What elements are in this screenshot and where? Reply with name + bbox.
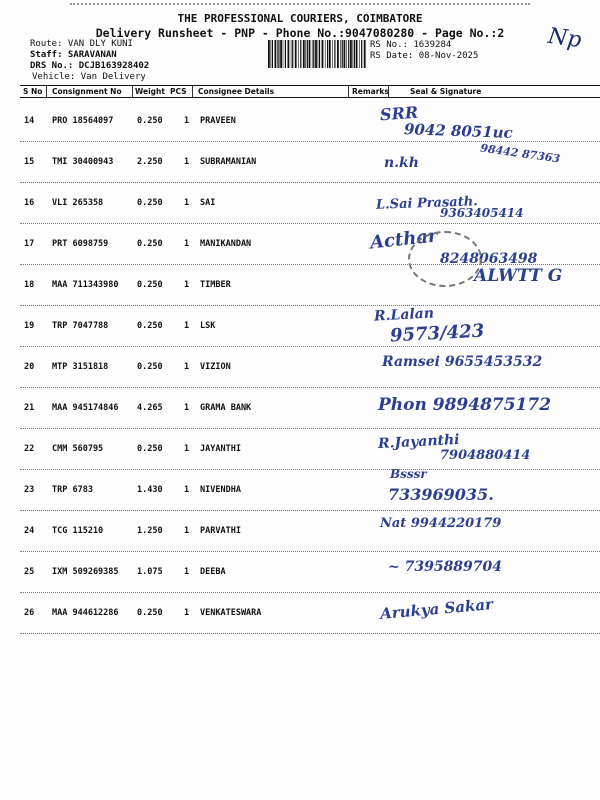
col-consignment: Consignment No — [52, 87, 122, 96]
row-weight: 0.250 — [137, 239, 163, 249]
handwritten-signature: ALWTT G — [474, 266, 563, 286]
table-row — [20, 346, 600, 388]
handwritten-signature: Phon 9894875172 — [378, 395, 552, 415]
round-seal-stamp — [408, 231, 482, 287]
row-consignment-no: TRP 7047788 — [52, 321, 109, 331]
row-weight: 0.250 — [137, 362, 163, 372]
handwritten-phone-number: 98442 87363 — [479, 141, 561, 166]
row-pcs: 1 — [184, 280, 190, 290]
table-row — [20, 551, 600, 593]
row-consignee-name: TIMBER — [200, 280, 231, 290]
row-consignee-name: GRAMA BANK — [200, 403, 252, 413]
row-pcs: 1 — [184, 321, 190, 331]
row-consignee-name: PARVATHI — [200, 526, 241, 536]
handwritten-phone-number: 9042 8051uc — [403, 120, 514, 142]
row-weight: 0.250 — [137, 321, 163, 331]
row-sno: 20 — [24, 362, 35, 372]
row-consignee-name: LSK — [200, 321, 216, 331]
handwritten-signature: Nat 9944220179 — [380, 516, 502, 531]
row-weight: 2.250 — [137, 157, 163, 167]
col-pcs: PCS — [170, 87, 187, 96]
row-pcs: 1 — [184, 403, 190, 413]
row-sno: 16 — [24, 198, 35, 208]
row-sno: 17 — [24, 239, 35, 249]
company-title: THE PROFESSIONAL COURIERS, COIMBATORE — [177, 12, 423, 25]
row-consignment-no: IXM 509269385 — [52, 567, 119, 577]
row-consignment-no: MAA 944612286 — [52, 608, 119, 618]
handwritten-signature: ~ 7395889704 — [388, 559, 503, 575]
row-pcs: 1 — [184, 362, 190, 372]
handwritten-phone-number: 7904880414 — [440, 448, 531, 463]
row-consignee-name: NIVENDHA — [200, 485, 241, 495]
row-consignee-name: DEEBA — [200, 567, 226, 577]
row-weight: 0.250 — [137, 444, 163, 454]
table-row — [20, 223, 600, 265]
handwritten-signature: n.kh — [384, 155, 419, 171]
row-consignment-no: MAA 711343980 — [52, 280, 119, 290]
row-pcs: 1 — [184, 485, 190, 495]
runsheet-subtitle: Delivery Runsheet - PNP - Phone No.:9047080280 - Page No.:2 — [95, 26, 505, 40]
col-remarks: Remarks — [352, 87, 389, 96]
row-consignment-no: MAA 945174846 — [52, 403, 119, 413]
col-sno: S No — [23, 87, 43, 96]
row-sno: 19 — [24, 321, 35, 331]
row-sno: 24 — [24, 526, 35, 536]
col-consignee: Consignee Details — [198, 87, 275, 96]
drs-number: DRS No.: DCJB163928402 — [30, 61, 150, 71]
runsheet-table — [20, 85, 600, 623]
row-consignment-no: CMM 560795 — [52, 444, 104, 454]
row-consignment-no: TRP 6783 — [52, 485, 93, 495]
row-consignee-name: VIZION — [200, 362, 231, 372]
table-row — [20, 428, 600, 470]
row-sno: 23 — [24, 485, 35, 495]
table-row — [20, 264, 600, 306]
row-weight: 0.250 — [137, 198, 163, 208]
handwritten-signature: Ramsei 9655453532 — [382, 354, 543, 370]
row-pcs: 1 — [184, 116, 190, 126]
row-sno: 22 — [24, 444, 35, 454]
row-consignment-no: VLI 265358 — [52, 198, 104, 208]
handwritten-signature: R.Lalan — [373, 305, 435, 325]
corner-handwritten-mark: Np — [546, 23, 583, 54]
table-row — [20, 100, 600, 142]
row-consignment-no: PRO 18564097 — [52, 116, 114, 126]
handwritten-signature: L.Sai Prasath. — [375, 194, 478, 213]
handwritten-phone-number: 8248063498 — [440, 251, 538, 267]
row-pcs: 1 — [184, 526, 190, 536]
table-row — [20, 510, 600, 552]
row-consignee-name: SUBRAMANIAN — [200, 157, 257, 167]
vehicle-text: Vehicle: Van Delivery — [32, 72, 146, 82]
route-text: Route: VAN DLY KUNI — [30, 39, 133, 49]
row-pcs: 1 — [184, 444, 190, 454]
table-row — [20, 387, 600, 429]
handwritten-signature: SRR — [379, 102, 419, 125]
row-pcs: 1 — [184, 157, 190, 167]
row-weight: 0.250 — [137, 116, 163, 126]
table-row — [20, 305, 600, 347]
row-weight: 1.075 — [137, 567, 163, 577]
row-sno: 21 — [24, 403, 35, 413]
row-pcs: 1 — [184, 567, 190, 577]
rs-date: RS Date: 08-Nov-2025 — [370, 51, 479, 61]
handwritten-phone-number: 733969035. — [388, 485, 494, 504]
table-row — [20, 592, 600, 634]
row-weight: 0.250 — [137, 608, 163, 618]
handwritten-signature: Bsssr — [390, 467, 427, 481]
row-pcs: 1 — [184, 198, 190, 208]
row-consignment-no: MTP 3151818 — [52, 362, 109, 372]
barcode-image — [268, 40, 366, 68]
col-weight: Weight — [135, 87, 165, 96]
table-row — [20, 182, 600, 224]
table-header — [20, 85, 600, 98]
row-sno: 14 — [24, 116, 35, 126]
row-weight: 4.265 — [137, 403, 163, 413]
row-consignee-name: JAYANTHI — [200, 444, 241, 454]
handwritten-signature: Acthar — [369, 225, 439, 254]
row-sno: 26 — [24, 608, 35, 618]
staff-text: Staff: SARAVANAN — [30, 50, 117, 60]
table-row — [20, 469, 600, 511]
handwritten-signature: R.Jayanthi — [377, 431, 460, 453]
row-sno: 15 — [24, 157, 35, 167]
table-row — [20, 141, 600, 183]
row-sno: 18 — [24, 280, 35, 290]
page-top-dotted-line — [70, 3, 530, 8]
row-consignment-no: TMI 30400943 — [52, 157, 114, 167]
rs-number: RS No.: 1639284 — [370, 40, 452, 50]
row-weight: 1.250 — [137, 526, 163, 536]
handwritten-phone-number: 9363405414 — [440, 206, 524, 220]
row-consignment-no: TCG 115210 — [52, 526, 104, 536]
row-consignee-name: PRAVEEN — [200, 116, 236, 126]
row-weight: 1.430 — [137, 485, 163, 495]
row-sno: 25 — [24, 567, 35, 577]
col-seal-signature: Seal & Signature — [410, 87, 482, 96]
row-consignee-name: SAI — [200, 198, 216, 208]
row-consignee-name: VENKATESWARA — [200, 608, 262, 618]
row-pcs: 1 — [184, 608, 190, 618]
handwritten-phone-number: 9573/423 — [389, 320, 485, 347]
row-consignment-no: PRT 6098759 — [52, 239, 109, 249]
handwritten-signature: Arukya Sakar — [379, 595, 494, 623]
row-consignee-name: MANIKANDAN — [200, 239, 252, 249]
row-weight: 0.250 — [137, 280, 163, 290]
row-pcs: 1 — [184, 239, 190, 249]
